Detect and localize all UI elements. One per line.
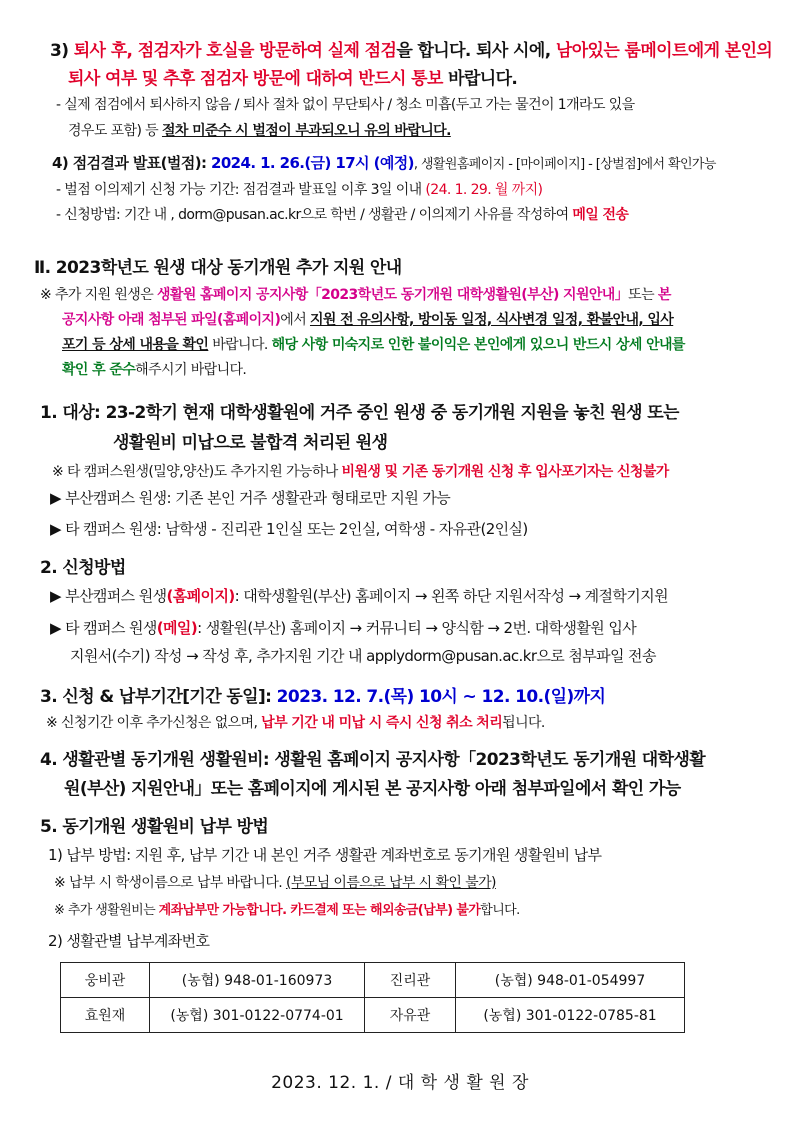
section2-note-line1: ※ 추가 지원 원생은 생활원 홈페이지 공지사항「2023학년도 동기개원 대학생활원(부산) 지원안내」또는 본 (40, 287, 671, 303)
sec4-line2: - 벌점 이의제기 신청 가능 기간: 점검결과 발표일 이후 3일 이내 (24. 1. 29. 월 까지) (56, 182, 543, 198)
item5-title: 5. 동기개원 생활원비 납부 방법 (40, 817, 269, 837)
item4-line1: 4. 생활관별 동기개원 생활원비: 생활원 홈페이지 공지사항「2023학년도 동기개원 대학생활 (40, 750, 706, 770)
section2-note-line3: 포기 등 상세 내용을 확인 바랍니다. 해당 사항 미숙지로 인한 불이익은 본인에게 있으니 반드시 상세 안내를 (62, 337, 685, 353)
dorm-name-cell: 웅비관 (61, 963, 150, 998)
item5-note1: ※ 납부 시 학생이름으로 납부 바랍니다. (부모님 이름으로 납부 시 확인 불가) (54, 875, 496, 891)
sec3-detail1: - 실제 점검에서 퇴사하지 않음 / 퇴사 절차 없이 무단퇴사 / 청소 미흡(두고 가는 물건이 1개라도 있을 (56, 97, 635, 113)
sec3-detail2: 경우도 포함) 등 절차 미준수 시 벌점이 부과되오니 유의 바랍니다. (68, 123, 451, 139)
item5-sub2: 2) 생활관별 납부계좌번호 (48, 932, 210, 950)
item5-note2: ※ 추가 생활원비는 계좌납부만 가능합니다. 카드결제 또는 해외송금(납부) 불가합니다. (54, 903, 520, 918)
item2-bullet2: ▶ 타 캠퍼스 원생(메일): 생활원(부산) 홈페이지 → 커뮤니티 → 양식함 → 2번. 대학생활원 입사 (50, 619, 637, 637)
item1-bullet1: ▶ 부산캠퍼스 원생: 기존 본인 거주 생활관과 형태로만 지원 가능 (50, 489, 451, 507)
table-row (61, 998, 685, 1033)
account-number-cell: (농협) 948-01-054997 (456, 963, 685, 998)
sec3-line1: 3) 퇴사 후, 점검자가 호실을 방문하여 실제 점검을 합니다. 퇴사 시에, 남아있는 룸메이트에게 본인의 (50, 41, 773, 61)
account-number-cell: (농협) 301-0122-0785-81 (456, 998, 685, 1033)
account-number-cell: (농협) 301-0122-0774-01 (150, 998, 365, 1033)
account-number-cell: (농협) 948-01-160973 (150, 963, 365, 998)
item2-bullet1: ▶ 부산캠퍼스 원생(홈페이지): 대학생활원(부산) 홈페이지 → 왼쪽 하단 지원서작성 → 계절학기지원 (50, 587, 668, 605)
sec4-line3: - 신청방법: 기간 내 , dorm@pusan.ac.kr으로 학번 / 생활관 / 이의제기 사유를 작성하여 메일 전송 (56, 207, 629, 223)
item1-note: ※ 타 캠퍼스원생(밀양,양산)도 추가지원 가능하나 비원생 및 기존 동기개원 신청 후 입사포기자는 신청불가 (52, 464, 669, 480)
account-table (60, 962, 685, 1033)
dorm-name-cell: 자유관 (365, 998, 456, 1033)
section2-title: Ⅱ. 2023학년도 원생 대상 동기개원 추가 지원 안내 (34, 258, 402, 278)
table-row (61, 963, 685, 998)
item1-line2: 생활원비 미납으로 불합격 처리된 원생 (113, 433, 388, 453)
item3-line1: 3. 신청 & 납부기간[기간 동일]: 2023. 12. 7.(목) 10시 ~ 12. 10.(일)까지 (40, 687, 606, 707)
dorm-name-cell: 진리관 (365, 963, 456, 998)
item5-sub1: 1) 납부 방법: 지원 후, 납부 기간 내 본인 거주 생활관 계좌번호로 동기개원 생활원비 납부 (48, 846, 602, 864)
sec4-line1: 4) 점검결과 발표(벌점): 2024. 1. 26.(금) 17시 (예정), 생활원홈페이지 - [마이페이지] - [상벌점]에서 확인가능 (52, 154, 716, 172)
item1-bullet2: ▶ 타 캠퍼스 원생: 남학생 - 진리관 1인실 또는 2인실, 여학생 - 자유관(2인실) (50, 520, 528, 538)
item4-line2: 원(부산) 지원안내」또는 홈페이지에 게시된 본 공지사항 아래 첨부파일에서 확인 가능 (64, 779, 681, 799)
item3-note: ※ 신청기간 이후 추가신청은 없으며, 납부 기간 내 미납 시 즉시 신청 취소 처리됩니다. (46, 715, 545, 731)
sec3-line2: 퇴사 여부 및 추후 점검자 방문에 대하여 반드시 통보 바랍니다. (68, 69, 518, 89)
dorm-name-cell: 효원재 (61, 998, 150, 1033)
item1-line1: 1. 대상: 23-2학기 현재 대학생활원에 거주 중인 원생 중 동기개원 지원을 놓친 원생 또는 (40, 403, 679, 423)
item2-bullet2-cont: 지원서(수기) 작성 → 작성 후, 추가지원 기간 내 applydorm@pusan.ac.kr으로 첨부파일 전송 (70, 647, 656, 665)
section2-note-line4: 확인 후 준수해주시기 바랍니다. (62, 362, 247, 378)
footer-signature: 2023. 12. 1. / 대 학 생 활 원 장 (271, 1073, 529, 1093)
section2-note-line2: 공지사항 아래 첨부된 파일(홈페이지)에서 지원 전 유의사항, 방이동 일정, 식사변경 일정, 환불안내, 입사 (62, 312, 674, 328)
item2-title: 2. 신청방법 (40, 558, 126, 578)
